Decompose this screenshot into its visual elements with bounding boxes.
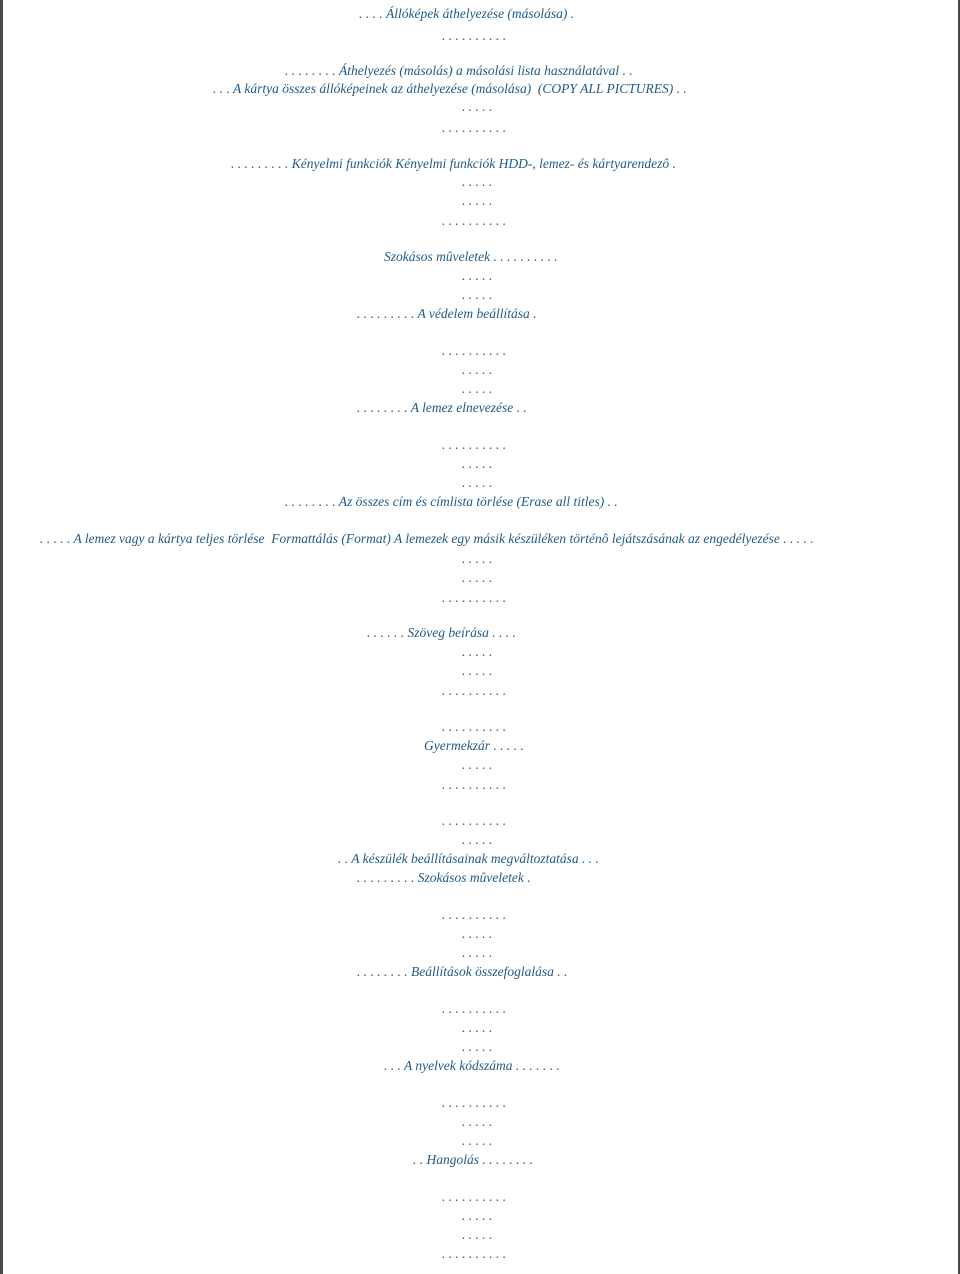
dot-line: . . . . . . . . . . (442, 1095, 507, 1110)
dot-line: . . . . . (462, 1227, 493, 1242)
dot-line: . . . . . (462, 362, 493, 377)
dot-line: . . . . . . . . . . (442, 719, 507, 734)
dot-line: . . . . . . . . . . (442, 1001, 507, 1016)
dot-line: . . . . . . . . . . (442, 777, 507, 792)
dot-line: . . . . . (462, 268, 493, 283)
dot-line: . . . . . . . . . . (442, 120, 507, 135)
dot-line: . . . . . (462, 1020, 493, 1035)
dot-line: . . . . . . . . . . (442, 813, 507, 828)
dot-line: . . . . . (462, 757, 493, 772)
dot-line: . . . . . . . . . . (442, 28, 507, 43)
toc-line-beallitasok-osszefoglalasa[interactable]: . . . . . . . . Beállítások összefoglalása . . (357, 964, 568, 979)
dot-line: . . . . . . . . . . (442, 907, 507, 922)
toc-line-allokepek[interactable]: . . . . Állóképek áthelyezése (másolása) . (359, 6, 575, 21)
toc-line-kenyelmi-funkciok[interactable]: . . . . . . . . . Kényelmi funkciók Kényelmi funkciók HDD-, lemez- és kártyarendezô . (231, 156, 676, 171)
dot-line: . . . . . . . . . . (442, 213, 507, 228)
dot-line: . . . . . (462, 1039, 493, 1054)
dot-line: . . . . . (462, 926, 493, 941)
toc-line-nyelvek-kodszama[interactable]: . . . A nyelvek kódszáma . . . . . . . (384, 1058, 560, 1073)
dot-line: . . . . . (462, 832, 493, 847)
dot-line: . . . . . (462, 945, 493, 960)
toc-line-gyermekzar[interactable]: Gyermekzár . . . . . (424, 738, 524, 753)
dot-line: . . . . . (462, 663, 493, 678)
toc-line-athelyezes-lista[interactable]: . . . . . . . . Áthelyezés (másolás) a másolási lista használatával . . (285, 63, 633, 78)
dot-line: . . . . . . . . . . (442, 1246, 507, 1261)
toc-line-szokasos-muveletek-2[interactable]: . . . . . . . . . Szokásos mûveletek . (357, 870, 531, 885)
dot-line: . . . . . (462, 1133, 493, 1148)
toc-line-formattalas[interactable]: . . . . . A lemez vagy a kártya teljes törlése Formattálás (Format) A lemezek egy másik készüléken történô lejátszásának az engedélyezése . . . . . (40, 531, 814, 546)
dot-line: . . . . . . . . . . (442, 683, 507, 698)
dot-line: . . . . . (462, 570, 493, 585)
dot-line: . . . . . (462, 193, 493, 208)
toc-line-szoveg-beirasa[interactable]: . . . . . . Szöveg beírása . . . . (367, 625, 516, 640)
dot-line: . . . . . (462, 1114, 493, 1129)
dot-line: . . . . . (462, 475, 493, 490)
dot-line: . . . . . . . . . . (442, 437, 507, 452)
dot-line: . . . . . (462, 644, 493, 659)
dot-line: . . . . . (462, 174, 493, 189)
toc-line-hangolas[interactable]: . . Hangolás . . . . . . . . (413, 1152, 534, 1167)
toc-line-lemez-elnevezese[interactable]: . . . . . . . . A lemez elnevezése . . (357, 400, 527, 415)
toc-line-szokasos-muveletek[interactable]: Szokásos mûveletek . . . . . . . . . . (384, 249, 558, 264)
dot-line: . . . . . (462, 381, 493, 396)
dot-line: . . . . . . . . . . (442, 1189, 507, 1204)
dot-line: . . . . . . . . . . (442, 343, 507, 358)
toc-line-keszulek-beallitasai[interactable]: . . A készülék beállításainak megváltoztatása . . . (338, 851, 599, 866)
toc-line-vedelem[interactable]: . . . . . . . . . A védelem beállítása . (357, 306, 537, 321)
dot-line: . . . . . . . . . . (442, 590, 507, 605)
dot-line: . . . . . (462, 551, 493, 566)
toc-line-copy-all-pictures[interactable]: . . . A kártya összes állóképeinek az áthelyezése (másolása) (COPY ALL PICTURES) . . (213, 81, 687, 96)
dot-line: . . . . . (462, 456, 493, 471)
page-border-left (0, 0, 3, 1274)
toc-line-erase-all-titles[interactable]: . . . . . . . . Az összes cím és címlista törlése (Erase all titles) . . (285, 494, 618, 509)
dot-line: . . . . . (462, 1208, 493, 1223)
dot-line: . . . . . (462, 287, 493, 302)
dot-line: . . . . . (462, 99, 493, 114)
